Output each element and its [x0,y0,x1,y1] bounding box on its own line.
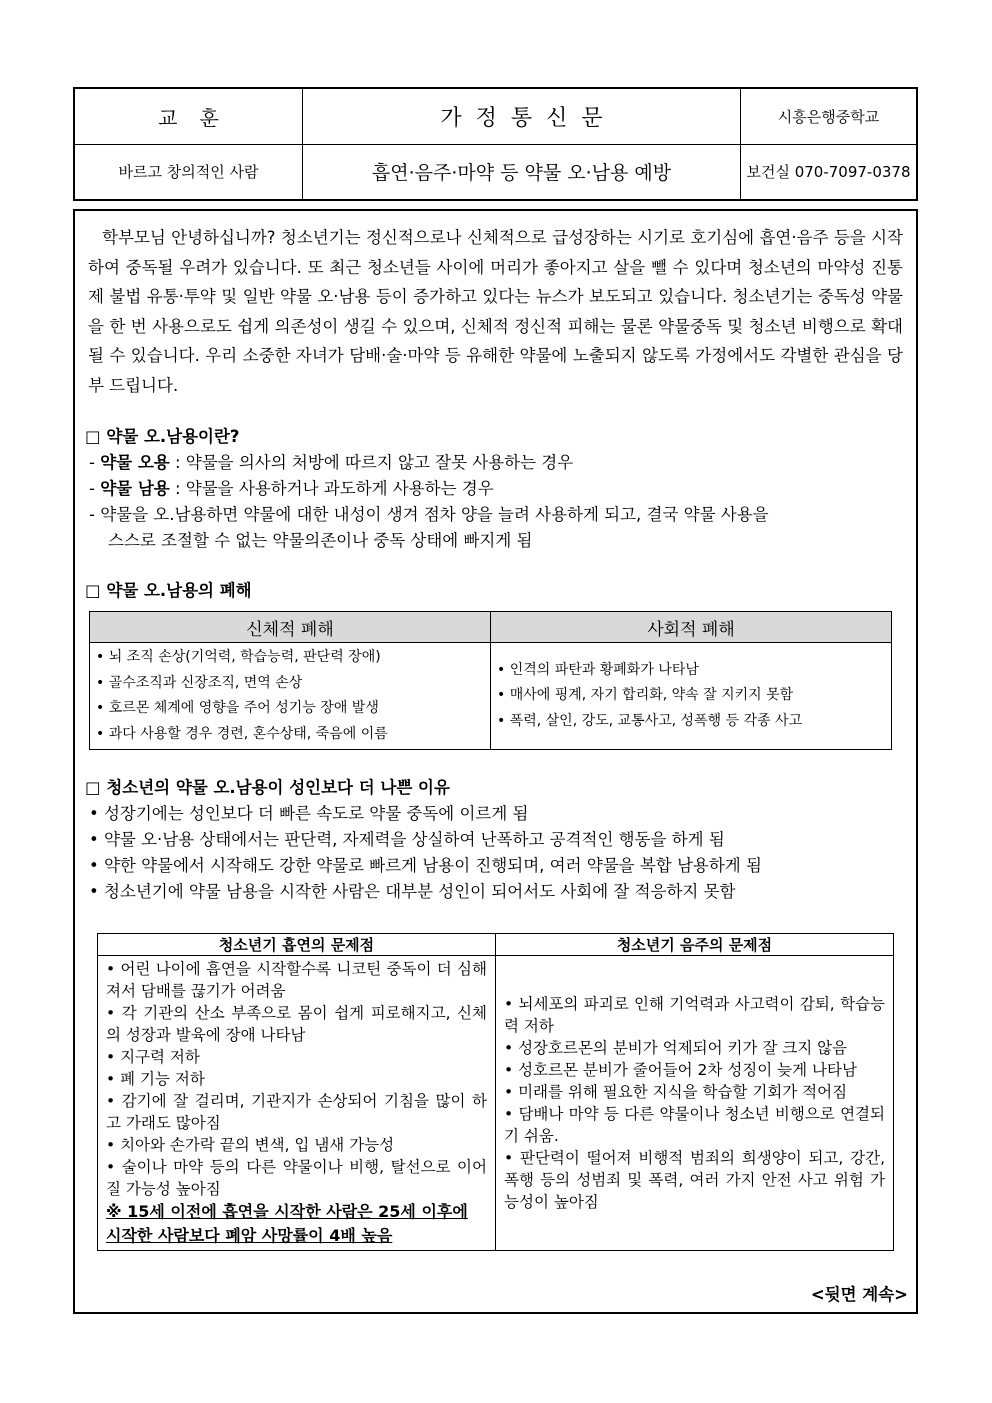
misuse-definition: - 약물 오용 : 약물을 의사의 처방에 따르지 않고 잘못 사용하는 경우 [89,453,574,472]
intro-paragraph: 학부모님 안녕하십니까? 청소년기는 정신적으로나 신체적으로 급성장하는 시기로 호기심에 흡연·음주 등을 시작하여 중독될 우려가 있습니다. 또 최근 청소년들 사이에 머리가 좋아지고 살을 뺄 수 있다며 청소년의 마약성 진통제 불법 유통·투약 및 일반 약물 오·남용 등이 증가하고 있다는 뉴스가 보도되고 있습니다. 청소년기는 중독성 약물을 한 번 사용으로도 쉽게 의존성이 생길 수 있으며, 신체적 정신적 피해는 물론 약물중독 및 청소년 비행으로 확대될 수 있습니다. 우리 소중한 자녀가 담배·술·마약 등 유해한 약물에 노출되지 않도록 가정에서도 각별한 관심을 당부 드립니다. [88,228,903,395]
smoking-cell [98,956,496,1251]
smoking-drinking-table [97,933,894,1251]
list-item: • 성장호르몬의 분비가 억제되어 키가 잘 크지 않음 [504,1039,848,1057]
list-item: • 각 기관의 산소 부족으로 몸이 쉽게 피로해지고, 신체의 성장과 발육에 장애 나타남 [106,1004,487,1044]
list-item: • 성호르몬 분비가 줄어들어 2차 성징이 늦게 나타남 [504,1061,857,1079]
letter-body [73,209,918,1314]
school-name: 시흥은행중학교 [741,89,917,144]
list-item: • 과다 사용할 경우 경련, 혼수상태, 죽음에 이름 [96,725,388,742]
dependence-note-line2: 스스로 조절할 수 없는 약물의존이나 중독 상태에 빠지게 됨 [108,531,533,550]
section-title-harm: □ 약물 오.남용의 폐해 [85,581,252,600]
list-item: • 뇌 조직 손상(기억력, 학습능력, 판단력 장애) [96,649,381,665]
continued-note: <뒷면 계속> [810,1285,908,1304]
abuse-definition: - 약물 남용 : 약물을 사용하거나 과도하게 사용하는 경우 [89,479,494,498]
misuse-text: : 약물을 의사의 처방에 따르지 않고 잘못 사용하는 경우 [169,453,574,472]
smoking-header: 청소년기 흡연의 문제점 [98,934,496,956]
contact-phone: 보건실 070-7097-0378 [741,144,917,199]
social-harm-header: 사회적 폐해 [491,612,892,643]
section-title-youth: □ 청소년의 약물 오.남용이 성인보다 더 나쁜 이유 [85,778,450,797]
abuse-term: 약물 남용 [100,479,170,498]
list-item: • 인격의 파탄과 황폐화가 나타남 [497,661,699,678]
list-item: • 성장기에는 성인보다 더 빠른 속도로 약물 중독에 이르게 됨 [89,804,529,823]
school-motto: 바르고 창의적인 사람 [75,144,303,199]
list-item: • 뇌세포의 파괴로 인해 기억력과 사고력이 감퇴, 학습능력 저하 [504,995,885,1035]
lung-cancer-note: ※ 15세 이전에 흡연을 시작한 사람은 25세 이후에 시작한 사람보다 폐암 사망률이 4배 높음 [106,1202,468,1245]
section-title-definition: □ 약물 오.남용이란? [85,427,240,446]
list-item: • 골수조직과 신장조직, 면역 손상 [96,674,303,691]
drinking-header: 청소년기 음주의 문제점 [496,934,894,956]
physical-harm-cell [90,643,491,750]
list-item: • 어린 나이에 흡연을 시작할수록 니코틴 중독이 더 심해져서 담배를 끊기가 어려움 [106,960,487,1000]
list-item: • 호르몬 체계에 영향을 주어 성기능 장애 발생 [96,700,379,716]
drinking-cell [496,956,894,1251]
header-table [73,87,918,201]
abuse-text: : 약물을 사용하거나 과도하게 사용하는 경우 [169,479,494,498]
list-item: • 폭력, 살인, 강도, 교통사고, 성폭행 등 각종 사고 [497,712,803,729]
list-item: • 매사에 핑계, 자기 합리화, 약속 잘 지키지 못함 [497,687,794,704]
list-item: • 약물 오·남용 상태에서는 판단력, 자제력을 상실하여 난폭하고 공격적인 행동을 하게 됨 [89,830,725,849]
list-item: • 약한 약물에서 시작해도 강한 약물로 빠르게 남용이 진행되며, 여러 약물을 복합 남용하게 됨 [89,856,762,875]
misuse-term: 약물 오용 [100,453,170,472]
dependence-note-line1: - 약물을 오.남용하면 약물에 대한 내성이 생겨 점차 양을 늘려 사용하게 되고, 결국 약물 사용을 [89,505,769,524]
letter-topic: 흡연·음주·마약 등 약물 오·남용 예방 [303,144,741,199]
physical-harm-header: 신체적 폐해 [90,612,491,643]
list-item: • 청소년기에 약물 남용을 시작한 사람은 대부분 성인이 되어서도 사회에 잘 적응하지 못함 [89,882,736,901]
list-item: • 치아와 손가락 끝의 변색, 입 냄새 가능성 [106,1136,395,1154]
social-harm-cell [491,643,892,750]
list-item: • 판단력이 떨어져 비행적 범죄의 희생양이 되고, 강간, 폭행 등의 성범죄 및 폭력, 여러 가지 안전 사고 위험 가능성이 높아짐 [504,1149,885,1211]
list-item: • 지구력 저하 [106,1048,200,1066]
harm-table [89,611,892,750]
list-item: • 폐 기능 저하 [106,1070,205,1088]
list-item: • 담배나 마약 등 다른 약물이나 청소년 비행으로 연결되기 쉬움. [504,1105,885,1145]
list-item: • 미래를 위해 필요한 지식을 학습할 기회가 적어짐 [504,1083,848,1101]
list-item: • 감기에 잘 걸리며, 기관지가 손상되어 기침을 많이 하고 가래도 많아짐 [106,1092,487,1132]
page-title: 가정통신문 [303,89,741,144]
list-item: • 술이나 마약 등의 다른 약물이나 비행, 탈선으로 이어질 가능성 높아짐 [106,1158,487,1198]
motto-label: 교훈 [75,89,303,144]
